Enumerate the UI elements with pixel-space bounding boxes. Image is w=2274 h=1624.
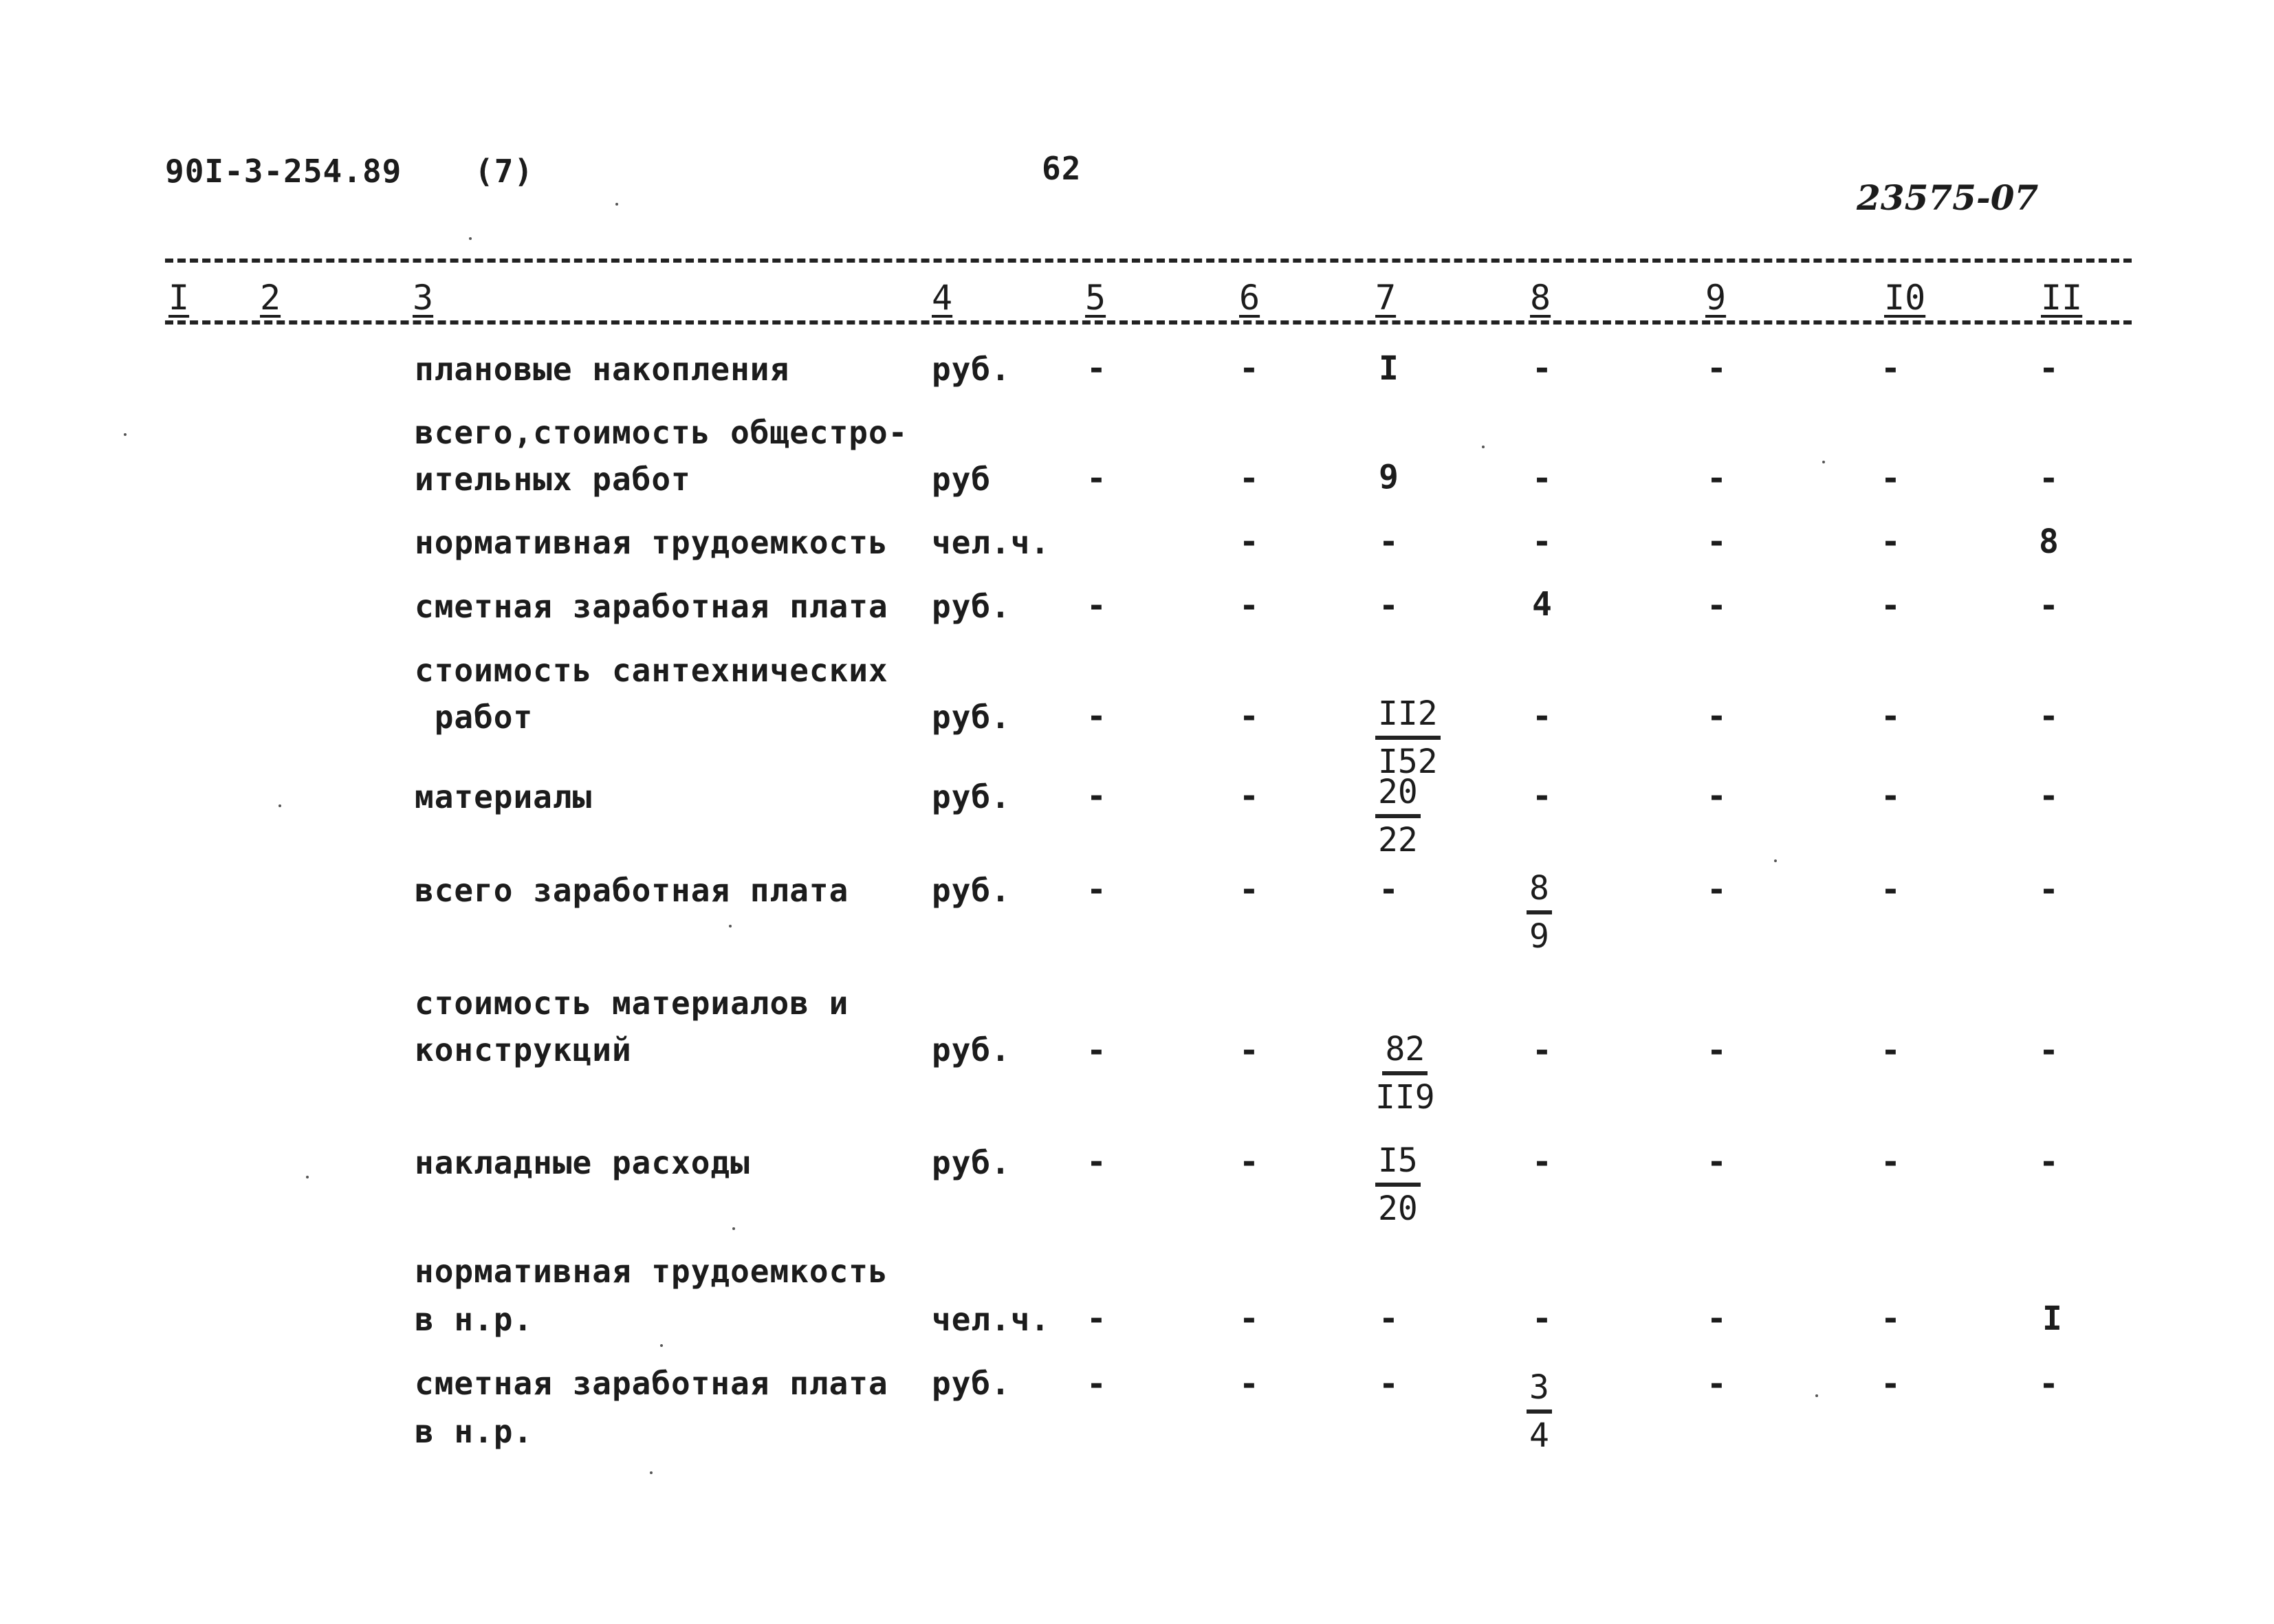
cell-col10: -	[1881, 1143, 1901, 1181]
row-label: в н.р.	[415, 1413, 534, 1450]
scan-speck	[1822, 461, 1825, 463]
cell-col5: -	[1086, 697, 1106, 736]
cell-col10: -	[1881, 349, 1901, 388]
cell-col6: -	[1239, 870, 1259, 909]
column-header-1: I	[168, 278, 190, 318]
cell-col6: -	[1239, 523, 1259, 561]
cell-col7: I	[1379, 349, 1399, 388]
cell-col11: -	[2039, 459, 2059, 498]
fraction-numerator: 82	[1382, 1030, 1428, 1075]
cell-col11: -	[2039, 1365, 2059, 1403]
row-label: нормативная трудоемкость	[415, 1253, 888, 1290]
cell-col6: -	[1239, 777, 1259, 815]
cell-col9: -	[1707, 870, 1727, 909]
cell-col5: -	[1086, 349, 1106, 388]
cell-col6: -	[1239, 349, 1259, 388]
top-dashed-rule	[165, 259, 2132, 263]
cell-col5: -	[1086, 1365, 1106, 1403]
cell-col9: -	[1707, 1365, 1727, 1403]
cell-col9: -	[1707, 1299, 1727, 1338]
cell-col8: -	[1532, 523, 1552, 561]
row-label: ительных работ	[415, 461, 691, 498]
row-label: материалы	[415, 778, 593, 815]
column-header-2: 2	[260, 278, 281, 318]
fraction-denominator: 9	[1529, 917, 1549, 956]
cell-col11: -	[2039, 349, 2059, 388]
cell-col8: -	[1532, 777, 1552, 815]
scan-speck	[615, 203, 618, 206]
scan-speck	[1815, 1394, 1818, 1397]
column-header-4: 4	[932, 278, 953, 318]
scan-speck	[732, 1227, 735, 1230]
column-header-11: II	[2041, 278, 2083, 318]
page-number: 62	[1042, 150, 1082, 187]
row-label: работ	[415, 699, 534, 736]
cell-col9: -	[1707, 349, 1727, 388]
cell-col8: -	[1532, 1143, 1552, 1181]
cell-col6: -	[1239, 1299, 1259, 1338]
row-label: всего,стоимость общестро-	[415, 414, 908, 451]
cell-col6: -	[1239, 586, 1259, 625]
column-header-6: 6	[1239, 278, 1260, 318]
row-label: конструкций	[415, 1031, 632, 1068]
cell-col11: -	[2039, 697, 2059, 736]
scan-speck	[278, 804, 281, 807]
cell-col9: -	[1707, 586, 1727, 625]
cell-col8: -	[1532, 349, 1552, 388]
cell-col5: -	[1086, 459, 1106, 498]
column-header-10: I0	[1884, 278, 1926, 318]
scan-speck	[1774, 859, 1777, 862]
scan-speck	[729, 925, 732, 928]
fraction-numerator: I5	[1375, 1141, 1421, 1187]
cell-col9: -	[1707, 1143, 1727, 1181]
cell-col11: -	[2039, 586, 2059, 625]
cell-col11: I	[2042, 1299, 2062, 1338]
row-label: стоимость сантехнических	[415, 652, 888, 689]
scan-speck	[1482, 446, 1485, 448]
cell-col8: -	[1532, 459, 1552, 498]
row-unit: руб.	[932, 872, 1011, 909]
cell-col9: -	[1707, 459, 1727, 498]
cell-col7-fraction	[1375, 773, 1421, 859]
document-code: 90I-3-254.89	[165, 153, 402, 190]
row-unit: руб.	[932, 588, 1011, 625]
row-label: в н.р.	[415, 1301, 534, 1338]
cell-col9: -	[1707, 697, 1727, 736]
column-header-8: 8	[1530, 278, 1551, 318]
fraction-numerator: 3	[1527, 1368, 1552, 1414]
cell-col6: -	[1239, 1365, 1259, 1403]
cell-col10: -	[1881, 459, 1901, 498]
column-header-5: 5	[1085, 278, 1106, 318]
cell-col11: -	[2039, 1031, 2059, 1070]
cell-col10: -	[1881, 586, 1901, 625]
row-label: стоимость материалов и	[415, 985, 849, 1022]
cell-col8-fraction	[1527, 869, 1552, 956]
cell-col10: -	[1881, 697, 1901, 736]
scan-speck	[469, 237, 472, 240]
cell-col11: -	[2039, 1143, 2059, 1181]
fraction-denominator: 20	[1378, 1189, 1418, 1228]
cell-col6: -	[1239, 697, 1259, 736]
cell-col10: -	[1881, 523, 1901, 561]
row-label: нормативная трудоемкость	[415, 524, 888, 561]
cell-col10: -	[1881, 1365, 1901, 1403]
row-unit: руб	[932, 461, 992, 498]
cell-col5: -	[1086, 777, 1106, 815]
row-unit: руб.	[932, 1365, 1011, 1402]
row-unit: чел.ч.	[932, 1301, 1051, 1338]
fraction-denominator: II9	[1375, 1078, 1435, 1117]
column-header-3: 3	[413, 278, 434, 318]
cell-col7-fraction	[1375, 1030, 1435, 1117]
scan-speck	[306, 1176, 309, 1178]
column-header-7: 7	[1375, 278, 1397, 318]
scan-speck	[650, 1471, 653, 1474]
cell-col7: -	[1379, 1365, 1399, 1403]
cell-col11: -	[2039, 870, 2059, 909]
handwritten-archive-code: 23575-07	[1857, 177, 2039, 218]
cell-col5: -	[1086, 870, 1106, 909]
row-unit: руб.	[932, 351, 1011, 388]
fraction-denominator: I52	[1378, 743, 1438, 781]
cell-col8-fraction	[1527, 1368, 1552, 1455]
scan-speck	[124, 433, 127, 436]
bottom-dashed-rule	[165, 320, 2132, 325]
row-label: сметная заработная плата	[415, 1365, 888, 1402]
cell-col7-fraction	[1375, 1141, 1421, 1228]
row-label: накладные расходы	[415, 1144, 750, 1181]
cell-col7: -	[1379, 586, 1399, 625]
cell-col7: -	[1379, 1299, 1399, 1338]
cell-col7: -	[1379, 870, 1399, 909]
cell-col6: -	[1239, 1031, 1259, 1070]
fraction-denominator: 4	[1529, 1416, 1549, 1455]
fraction-numerator: 20	[1375, 773, 1421, 818]
cell-col8: -	[1532, 697, 1552, 736]
row-unit: руб.	[932, 1144, 1011, 1181]
cell-col9: -	[1707, 1031, 1727, 1070]
fraction-numerator: II2	[1375, 694, 1441, 740]
document-part: (7)	[474, 153, 534, 190]
row-unit: руб.	[932, 778, 1011, 815]
cell-col10: -	[1881, 870, 1901, 909]
cell-col9: -	[1707, 777, 1727, 815]
row-unit: чел.ч.	[932, 524, 1051, 561]
cell-col5: -	[1086, 586, 1106, 625]
row-label: сметная заработная плата	[415, 588, 888, 625]
cell-col10: -	[1881, 777, 1901, 815]
cell-col10: -	[1881, 1299, 1901, 1338]
cell-col7: -	[1379, 523, 1399, 561]
cell-col8: -	[1532, 1299, 1552, 1338]
row-unit: руб.	[932, 1031, 1011, 1068]
cell-col11: 8	[2039, 523, 2059, 561]
column-header-9: 9	[1705, 278, 1727, 318]
cell-col6: -	[1239, 459, 1259, 498]
row-label: всего заработная плата	[415, 872, 849, 909]
cell-col5: -	[1086, 1031, 1106, 1070]
cell-col8: 4	[1532, 585, 1552, 624]
cell-col7-fraction	[1375, 694, 1441, 781]
cell-col9: -	[1707, 523, 1727, 561]
scan-speck	[660, 1344, 663, 1347]
cell-col5: -	[1086, 1299, 1106, 1338]
cell-col10: -	[1881, 1031, 1901, 1070]
row-unit: руб.	[932, 699, 1011, 736]
cell-col11: -	[2039, 777, 2059, 815]
cell-col6: -	[1239, 1143, 1259, 1181]
fraction-denominator: 22	[1378, 821, 1418, 859]
row-label: плановые накопления	[415, 351, 790, 388]
cell-col7: 9	[1379, 458, 1399, 496]
cell-col8: -	[1532, 1031, 1552, 1070]
fraction-numerator: 8	[1527, 869, 1552, 914]
cell-col5: -	[1086, 1143, 1106, 1181]
